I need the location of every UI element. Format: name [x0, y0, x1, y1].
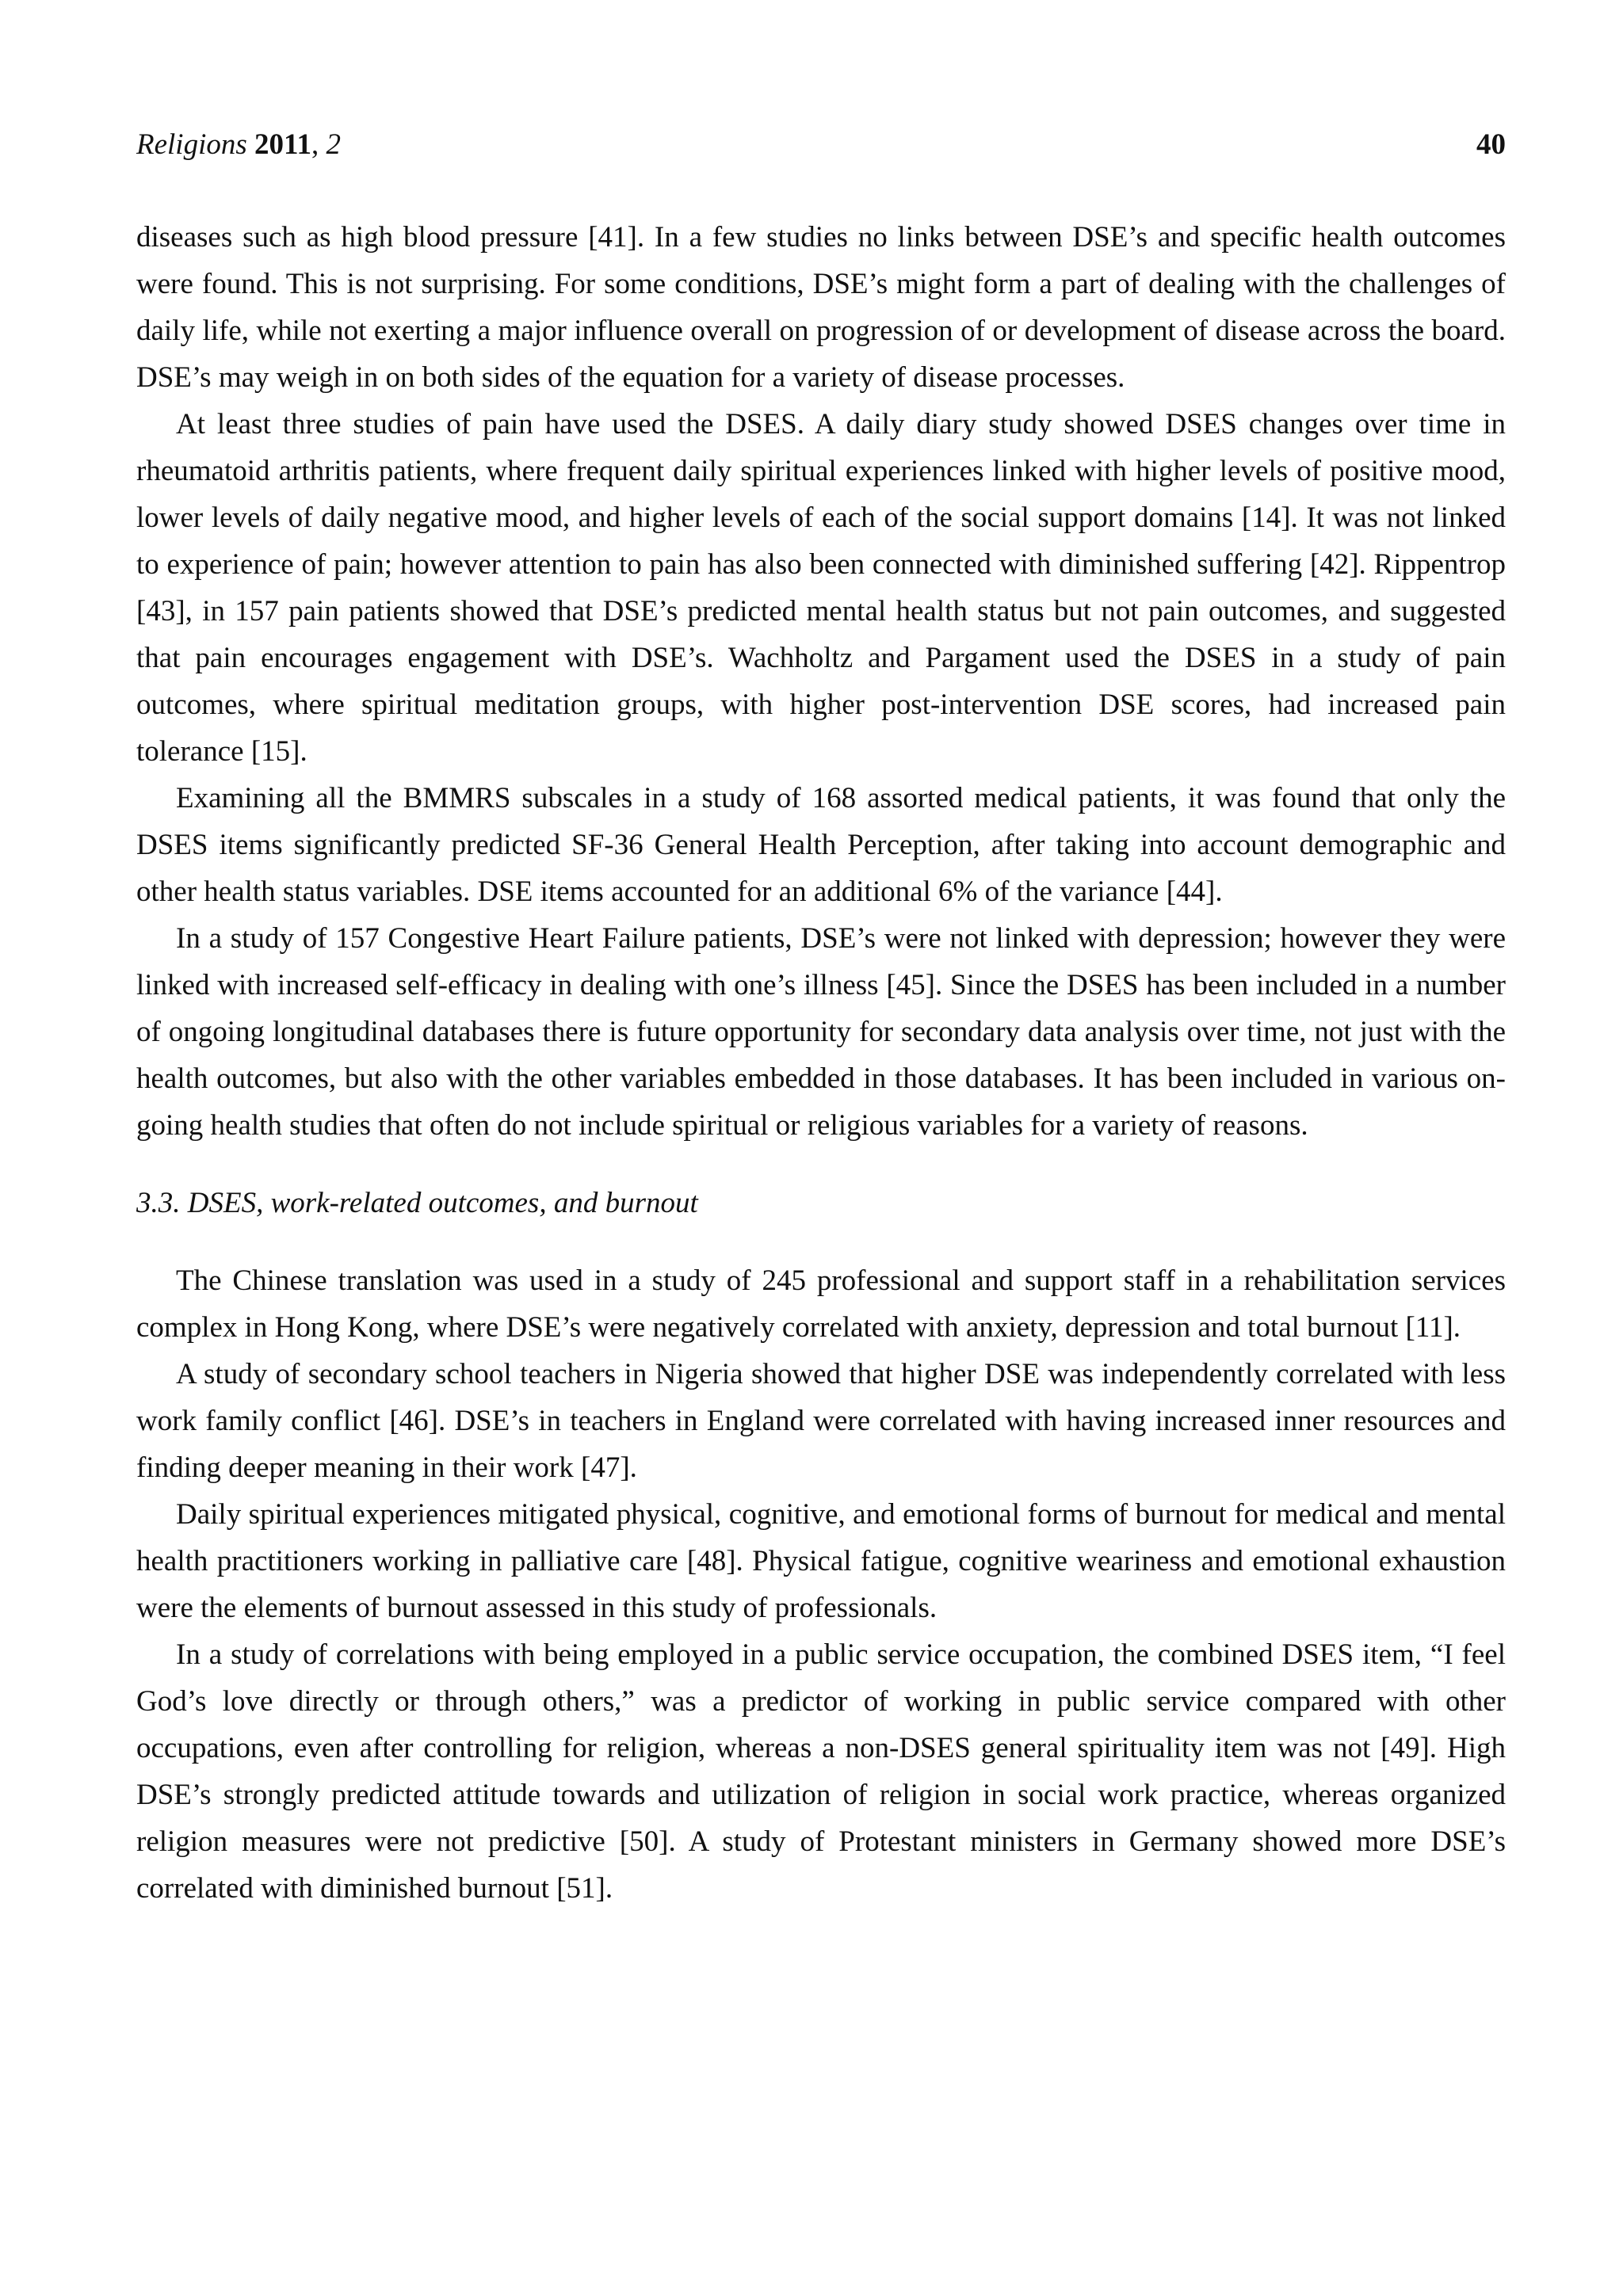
paragraph: The Chinese translation was used in a study of 245 professional and support staff in a rehabilitation services complex in Hong Kong, where DSE’s were negatively correlated with anxiety, depression and total burnout [11]. — [136, 1264, 1506, 1344]
paragraph: Daily spiritual experiences mitigated physical, cognitive, and emotional forms of burnout for medical and mental health practitioners working in palliative care [48]. Physical fatigue, cognitive weariness and emotional exhaustion were the elements of burnout assessed in this study of professionals. — [136, 1498, 1506, 1624]
paragraph: In a study of 157 Congestive Heart Failure patients, DSE’s were not linked with depression; however they were linked with increased self-efficacy in dealing with one’s illness [45]. Since the DSES has been included in a number of ongoing longitudinal databases there is future opportunity for secondary data analysis over time, not just with the health outcomes, but also with the other variables embedded in those databases. It has been included in various on-going health studies that often do not include spiritual or religious variables for a variety of reasons. — [136, 922, 1506, 1142]
paragraph: At least three studies of pain have used the DSES. A daily diary study showed DSES changes over time in rheumatoid arthritis patients, where frequent daily spiritual experiences linked with higher levels of positive mood, lower levels of daily negative mood, and higher levels of each of the social support domains [14]. It was not linked to experience of pain; however attention to pain has also been connected with diminished suffering [42]. Rippentrop [43], in 157 pain patients showed that DSE’s predicted mental health status but not pain outcomes, and suggested that pain encourages engagement with DSE’s. Wachholtz and Pargament used the DSES in a study of pain outcomes, where spiritual meditation groups, with higher post-intervention DSE scores, had increased pain tolerance [15]. — [136, 408, 1506, 768]
paragraph: Examining all the BMMRS subscales in a study of 168 assorted medical patients, it was found that only the DSES items significantly predicted SF-36 General Health Perception, after taking into account demographic and other health status variables. DSE items accounted for an additional 6% of the variance [44]. — [136, 782, 1506, 908]
article-body — [136, 214, 1506, 1912]
journal-volume: 2 — [326, 128, 341, 161]
journal-year: 2011 — [254, 128, 311, 161]
running-header — [136, 125, 1506, 165]
journal-name: Religions — [136, 128, 247, 161]
section-heading: 3.3. DSES, work-related outcomes, and burnout — [136, 1187, 698, 1219]
paragraph: diseases such as high blood pressure [41]. In a few studies no links between DSE’s and specific health outcomes were found. This is not surprising. For some conditions, DSE’s might form a part of dealing with the challenges of daily life, while not exerting a major influence overall on progression of or development of disease across the board. DSE’s may weigh in on both sides of the equation for a variety of disease processes. — [136, 221, 1506, 394]
journal-citation: Religions 2011, 2 — [136, 128, 341, 161]
paragraph: A study of secondary school teachers in Nigeria showed that higher DSE was independently correlated with less work family conflict [46]. DSE’s in teachers in England were correlated with having increased inner resources and finding deeper meaning in their work [47]. — [136, 1358, 1506, 1484]
paragraph: In a study of correlations with being employed in a public service occupation, the combined DSES item, “I feel God’s love directly or through others,” was a predictor of working in public service compared with other occupations, even after controlling for religion, whereas a non-DSES general spirituality item was not [49]. High DSE’s strongly predicted attitude towards and utilization of religion in social work practice, whereas organized religion measures were not predictive [50]. A study of Protestant ministers in Germany showed more DSE’s correlated with diminished burnout [51]. — [136, 1638, 1506, 1905]
page-number: 40 — [1476, 128, 1506, 161]
